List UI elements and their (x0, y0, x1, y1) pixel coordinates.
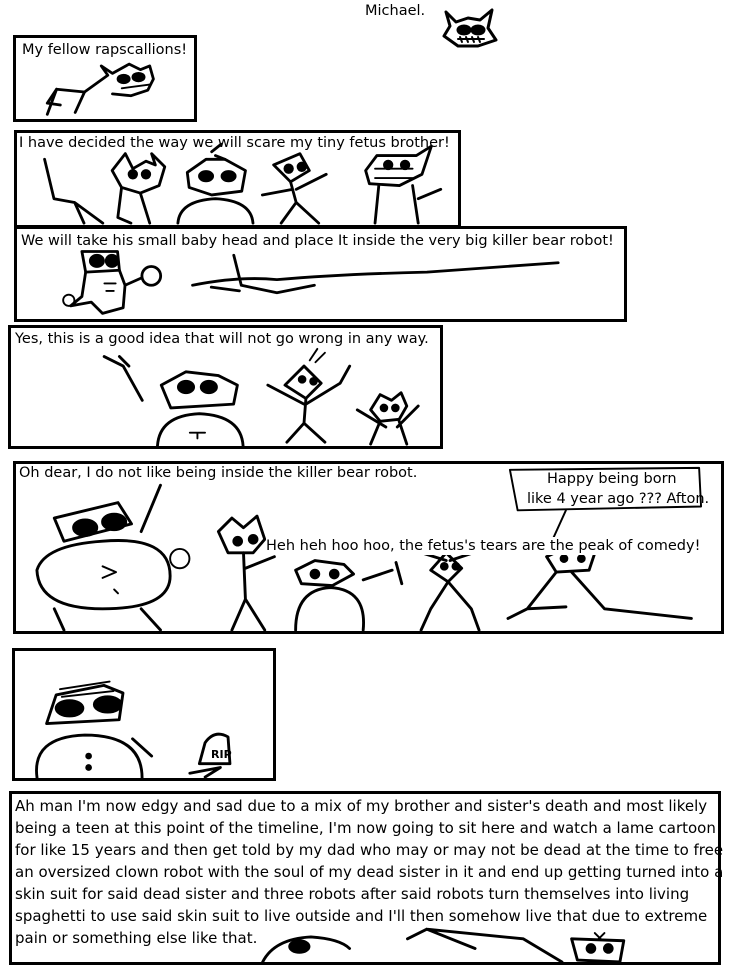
monologue-line: skin suit for said dead sister and three robots after said robots turn themselves into living (15, 885, 690, 903)
monologue-line: pain or something else like that. (15, 929, 258, 947)
laugh-caption: Heh heh hoo hoo, the fetus's tears are the peak of comedy! (266, 538, 701, 554)
monologue-line: for like 15 years and then get told by my dad who may or may not be dead at the time to free (15, 841, 724, 859)
panel-4 (8, 325, 443, 449)
panel-6-drawing (15, 651, 273, 778)
monologue-line: being a teen at this point of the timeline, I'm now going to sit here and watch a lame cartoon (15, 819, 716, 837)
panel-2-caption: I have decided the way we will scare my tiny fetus brother! (19, 135, 450, 151)
afton-bubble-line-2: like 4 year ago ??? Afton. (527, 491, 710, 507)
afton-bubble-line-1: Happy being born (547, 471, 677, 487)
panel-3-caption: We will take his small baby head and place It inside the very big killer bear robot! (21, 233, 614, 249)
panel-6 (12, 648, 276, 781)
panel-5 (13, 461, 724, 634)
monologue-line: an oversized clown robot with the soul of my dead sister in it and end up getting turned into a (15, 863, 724, 881)
monologue-line: spaghetti to use said skin suit to live outside and I'll then somehow live that due to extreme (15, 907, 708, 925)
panel-7-monologue (15, 795, 725, 949)
panel-4-caption: Yes, this is a good idea that will not go wrong in any way. (15, 331, 429, 347)
michael-label: Michael. (365, 3, 426, 19)
michael-cat-head-icon (438, 6, 502, 50)
tombstone-text: RIP (211, 748, 232, 761)
monologue-line: Ah man I'm now edgy and sad due to a mix of my brother and sister's death and most likely (15, 797, 708, 815)
panel-1-caption: My fellow rapscallions! (22, 42, 188, 58)
panel-5-caption: Oh dear, I do not like being inside the killer bear robot. (19, 465, 418, 481)
panel-1 (13, 35, 197, 122)
panel-3 (14, 226, 627, 322)
panel-2 (14, 130, 461, 228)
